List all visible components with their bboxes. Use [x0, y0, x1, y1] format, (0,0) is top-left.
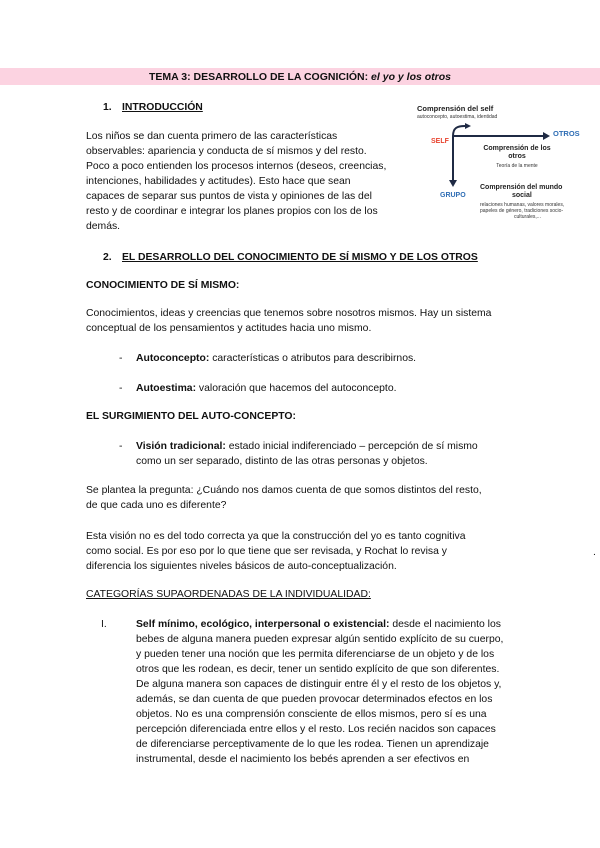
- intro-line: Poco a poco entienden los procesos internos (deseos, creencias,: [86, 161, 387, 172]
- section-2-title: EL DESARROLLO DEL CONOCIMIENTO DE SÍ MISMO Y DE LOS OTROS: [122, 252, 478, 263]
- intro-line: observables: apariencia y conducta de sí mismos y del resto.: [86, 146, 367, 157]
- conocimiento-heading: CONOCIMIENTO DE SÍ MISMO:: [86, 280, 240, 291]
- conocimiento-paragraph: Conocimientos, ideas y creencias que tenemos sobre nosotros mismos. Hay un sistema conceptual de los pensamientos y actitudes hacia uno mismo.: [86, 308, 492, 334]
- diagram-self-title: Comprensión del self: [417, 104, 494, 113]
- diagram-social-title: Comprensión del mundo social: [480, 184, 563, 199]
- bullet-marker: -: [119, 441, 123, 452]
- intro-line: capaces de separar sus puntos de vista y opiniones de las del: [86, 191, 372, 202]
- intro-paragraph: [86, 129, 406, 234]
- bullet-marker: -: [119, 353, 123, 364]
- intro-line: intenciones, habilidades y actitudes). Esto hace que sean: [86, 176, 351, 187]
- diagram-grupo-label: GRUPO: [440, 192, 466, 199]
- bullet-vision-tradicional: Visión tradicional: estado inicial indiferenciado – percepción de sí mismo como un ser separado, distinto de las otras personas y objetos.: [136, 441, 478, 467]
- diagram-others-sub: Teoría de la mente: [496, 163, 538, 169]
- categoria-self-minimo: Self mínimo, ecológico, interpersonal o existencial: desde el nacimiento los bebes de alguna manera pueden expresar algún sentido explícito de su cuerpo, y pueden tener una noción que les permita diferenciarse de un objeto y de los otros que les rodean, es decir, tener un sentido explícito de que son diferentes. De alguna manera son capaces de distinguir entre él y el resto de los objetos y, además, se dan cuenta de que pueden provocar determinados efectos en los objetos. No es una comprensión consciente de ellos mismos, pero sí es una percepción diferenciada entre ellos y el resto. Los recién nacidos son capaces de diferenciarse perceptivamente de lo que les rodea. Tienen un aprendizaje instrumental, desde el nacimiento los bebés aprenden a ser efectivos en: [136, 619, 504, 765]
- revision-paragraph: Esta visión no es del todo correcta ya que la construcción del yo es tanto cognitiva como social. Es por eso por lo que tiene que ser revisada, y Rochat lo revisa y diferencia los siguientes niveles básicos de auto-conceptualización.: [86, 531, 466, 572]
- diagram-self-label: SELF: [431, 138, 449, 145]
- section-2-heading: [103, 250, 478, 265]
- title-sub: el yo y los otros: [368, 71, 451, 83]
- diagram-others-title: Comprensión de los otros: [483, 145, 551, 160]
- surgimiento-heading: EL SURGIMIENTO DEL AUTO-CONCEPTO:: [86, 411, 296, 422]
- section-1-number: 1.: [103, 102, 112, 113]
- diagram-social-sub: relaciones humanas, valores morales, papeles de género, tradiciones socio- culturales,...: [480, 202, 565, 220]
- item-marker: I.: [101, 619, 107, 630]
- section-2-number: 2.: [103, 252, 112, 263]
- question-paragraph: Se plantea la pregunta: ¿Cuándo nos damos cuenta de que somos distintos del resto, de que cada uno es diferente?: [86, 485, 482, 511]
- bullet-autoestima: Autoestima: valoración que hacemos del autoconcepto.: [136, 383, 397, 394]
- bullet-autoconcepto: Autoconcepto: características o atributos para describirnos.: [136, 353, 417, 364]
- diagram-self-sub: autoconcepto, autoestima, identidad: [417, 114, 498, 120]
- intro-line: resto y de coordinar e integrar los planes propios con los de los: [86, 206, 378, 217]
- section-1-title: INTRODUCCIÓN: [122, 102, 203, 113]
- categorias-heading: CATEGORÍAS SUPAORDENADAS DE LA INDIVIDUALIDAD:: [86, 589, 371, 600]
- page-title: [0, 70, 600, 84]
- bullet-marker: -: [119, 383, 123, 394]
- self-diagram: [405, 100, 595, 235]
- intro-line: Los niños se dan cuenta primero de las características: [86, 131, 338, 142]
- title-main: TEMA 3: DESARROLLO DE LA COGNICIÓN:: [149, 71, 369, 83]
- section-1-heading: [103, 100, 203, 115]
- intro-line: demás.: [86, 221, 121, 232]
- diagram-otros-label: OTROS: [553, 129, 580, 138]
- margin-mark: .: [593, 547, 596, 558]
